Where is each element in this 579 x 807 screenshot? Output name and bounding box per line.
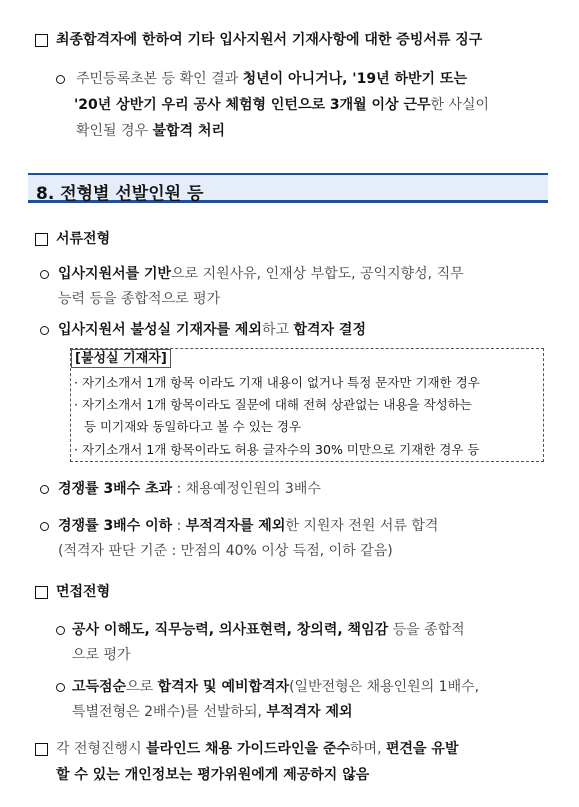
interview-b2-d: (일반전형은 채용인원의 1배수, — [289, 679, 480, 695]
bottom-line2: 할 수 있는 개인정보는 평가위원에게 제공하지 않음 — [56, 767, 370, 783]
interview-b1 — [72, 620, 465, 640]
circle-bullet-icon — [56, 75, 65, 84]
circle-bullet-icon — [40, 522, 49, 531]
bottom-line1-d: 편견을 유발 — [385, 741, 459, 757]
doc-b4-d: 한 지원자 전원 서류 합격 — [285, 518, 439, 534]
doc-b2-c: 합격자 결정 — [293, 322, 366, 338]
interview-b1-line2: 으로 평가 — [72, 647, 131, 663]
interview-b2-a: 고득점순 — [72, 679, 127, 695]
box-line-1: · 자기소개서 1개 항목 이라도 기재 내용이 없거나 특정 문자만 기재한 경우 — [74, 375, 480, 390]
doc-screening-heading: 서류전형 — [56, 231, 111, 247]
doc-b4-a: 경쟁률 3배수 이하 — [58, 518, 173, 534]
doc-b3 — [58, 479, 321, 499]
checkbox-square-icon — [35, 743, 48, 756]
doc-b1-line2: 능력 등을 종합적으로 평가 — [58, 291, 221, 307]
circle-bullet-icon — [40, 270, 49, 279]
bottom-line1-a: 각 전형진행시 — [56, 741, 147, 757]
sub1-line2 — [74, 95, 489, 115]
sub1-line3-a: 확인될 경우 — [76, 123, 153, 139]
doc-b4-line2: (적격자 판단 기준 : 만점의 40% 이상 득점, 이하 같음) — [58, 543, 393, 559]
interview-b2-line2-b: 부적격자 제외 — [266, 704, 353, 720]
interview-b2 — [72, 677, 479, 697]
bottom-line1-c: 하며, — [350, 741, 386, 757]
interview-b2-c: 합격자 및 예비합격자 — [157, 679, 290, 695]
section-title: 8. 전형별 선발인원 등 — [36, 184, 204, 204]
bottom-line1 — [56, 739, 458, 759]
sub1-line1-a: 주민등록초본 등 확인 결과 — [76, 71, 243, 87]
doc-b3-a: 경쟁률 3배수 초과 — [58, 481, 173, 497]
circle-bullet-icon — [56, 626, 65, 635]
doc-b1-b: 으로 지원사유, 인재상 부합도, 공익지향성, 직무 — [171, 266, 464, 282]
interview-b1-a: 공사 이해도, 직무능력, 의사표현력, 창의력, 책임감 — [72, 622, 389, 638]
checkbox-square-icon — [35, 586, 48, 599]
checkbox-square-icon — [35, 233, 48, 246]
doc-b4-c: 부적격자를 제외 — [185, 518, 286, 534]
sub1-line1-b: 청년이 아니거나, '19년 하반기 또는 — [242, 71, 467, 87]
box-line-4: · 자기소개서 1개 항목이라도 허용 글자수의 30% 미만으로 기재한 경우 등 — [74, 442, 480, 457]
sub1-line2-b: 한 사실이 — [430, 97, 490, 113]
interview-b2-b: 으로 — [126, 679, 158, 695]
interview-b1-b: 등을 종합적 — [388, 622, 465, 638]
sub1-line3-b: 불합격 처리 — [152, 123, 226, 139]
checkbox-square-icon — [35, 34, 48, 47]
circle-bullet-icon — [40, 485, 49, 494]
doc-b1-line1 — [58, 264, 464, 284]
circle-bullet-icon — [40, 326, 49, 335]
item-final-docs: 최종합격자에 한하여 기타 입사지원서 기재사항에 대한 증빙서류 징구 — [56, 32, 483, 48]
sub1-line1 — [76, 69, 467, 89]
interview-b2-line2-a: 특별전형은 2배수)를 선발하되, — [72, 704, 267, 720]
doc-b2-b: 하고 — [261, 322, 294, 338]
doc-b1-a: 입사지원서를 기반 — [58, 266, 172, 282]
bottom-line1-b: 블라인드 채용 가이드라인을 준수 — [146, 741, 351, 757]
doc-b4-b: : — [172, 518, 186, 534]
circle-bullet-icon — [56, 683, 65, 692]
doc-b2 — [58, 320, 366, 340]
sub1-line3 — [76, 121, 225, 141]
interview-b2-line2 — [72, 702, 353, 722]
doc-b4 — [58, 516, 438, 536]
box-line-3: 등 미기재와 동일하다고 볼 수 있는 경우 — [84, 419, 302, 434]
interview-heading: 면접전형 — [56, 584, 111, 600]
doc-b3-b: : 채용예정인원의 3배수 — [172, 481, 321, 497]
section-header — [28, 173, 548, 203]
unfaithful-applicant-box — [70, 348, 544, 462]
box-tag: [불성실 기재자] — [71, 349, 171, 368]
box-line-2: · 자기소개서 1개 항목이라도 질문에 대해 전혀 상관없는 내용을 작성하는 — [74, 397, 472, 412]
sub1-line2-a: '20년 상반기 우리 공사 체험형 인턴으로 3개월 이상 근무 — [74, 97, 431, 113]
doc-b2-a: 입사지원서 불성실 기재자를 제외 — [58, 322, 262, 338]
